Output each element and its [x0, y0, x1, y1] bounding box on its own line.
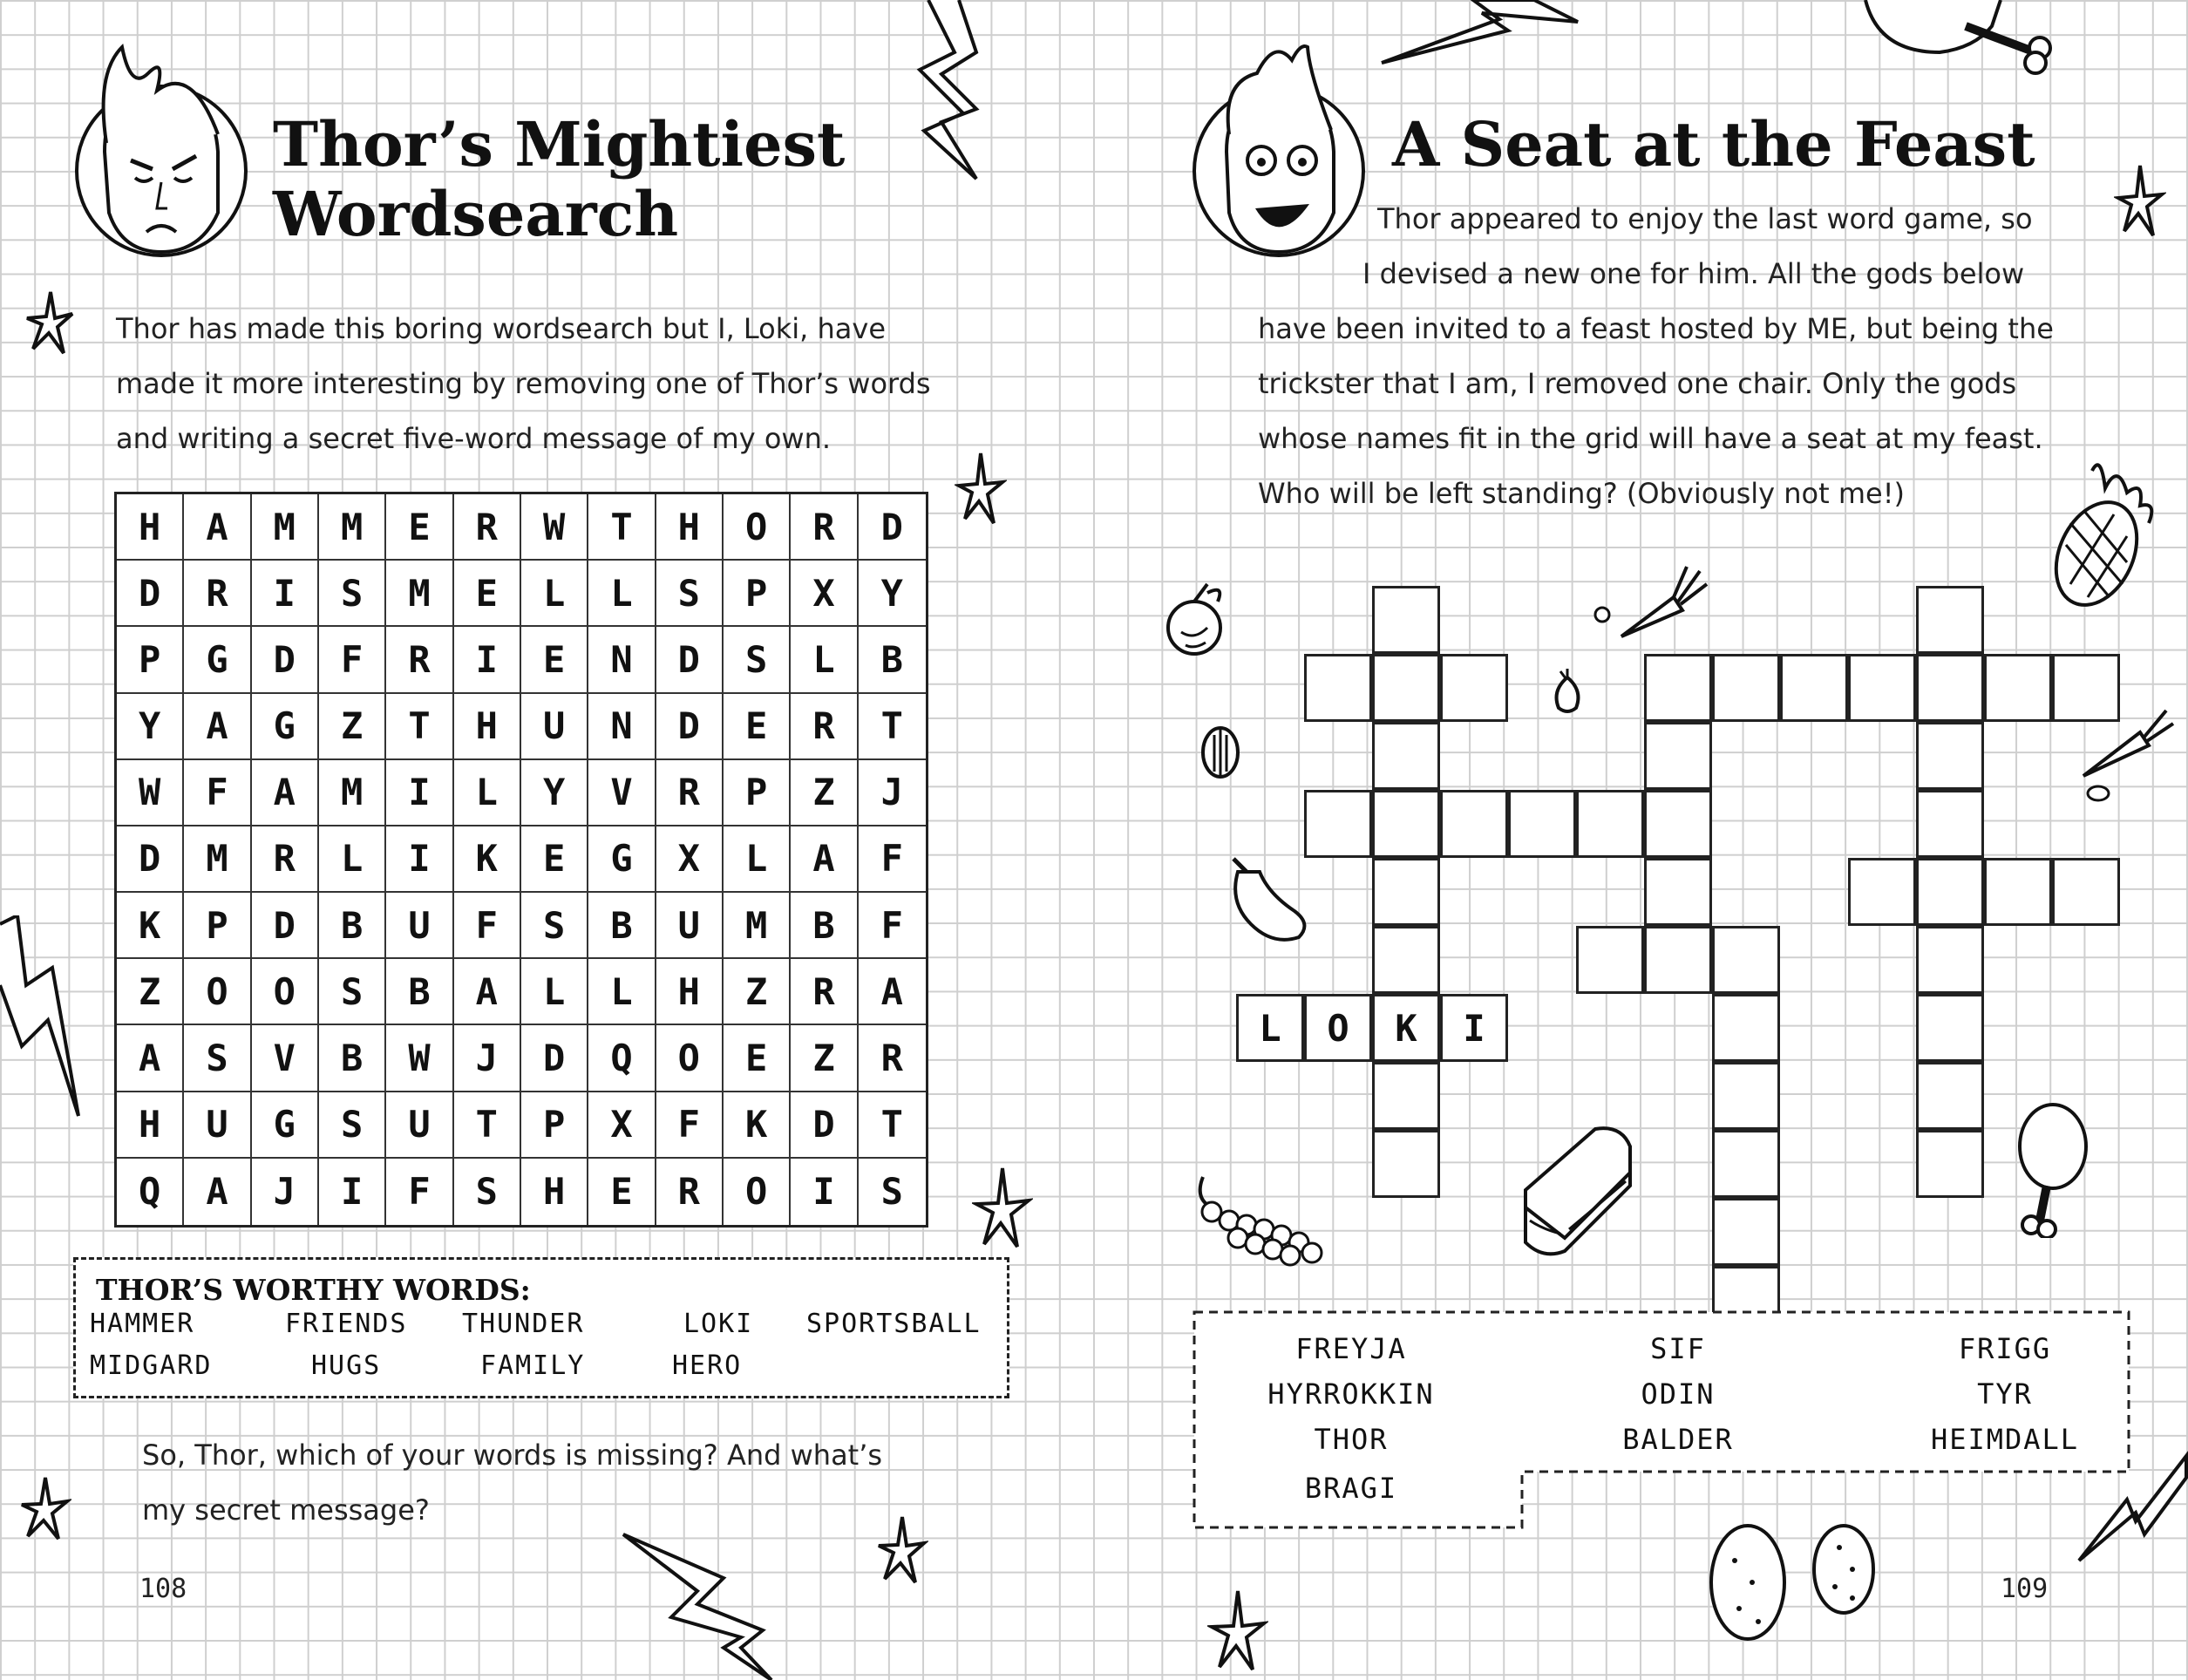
word-item: HERO — [672, 1350, 743, 1381]
grid-cell[interactable]: K — [117, 893, 184, 959]
page-number-left: 108 — [139, 1574, 187, 1604]
star-icon — [876, 1513, 928, 1587]
wordsearch-grid[interactable] — [114, 492, 928, 1228]
grid-cell[interactable]: D — [117, 826, 184, 893]
page-number-right: 109 — [2001, 1574, 2049, 1604]
grid-cell[interactable]: B — [791, 893, 858, 959]
page-title-right: A Seat at the Feast — [1392, 108, 2035, 180]
god-name: BALDER — [1622, 1423, 1734, 1456]
crossword-cell[interactable] — [1304, 654, 1372, 722]
grid-cell[interactable]: M — [319, 494, 386, 561]
grid-cell[interactable]: H — [117, 1092, 184, 1159]
grid-cell[interactable]: B — [319, 893, 386, 959]
grid-cell[interactable]: E — [386, 494, 453, 561]
grid-cell[interactable]: I — [454, 627, 521, 693]
grid-cell[interactable]: R — [656, 760, 724, 826]
crossword-cell[interactable] — [1644, 858, 1712, 926]
word-item: HAMMER — [90, 1309, 195, 1339]
grid-cell[interactable]: E — [724, 694, 791, 760]
grid-cell[interactable]: J — [859, 760, 926, 826]
crossword-cell[interactable] — [1848, 858, 1916, 926]
grid-cell[interactable]: D — [117, 561, 184, 627]
crossword-cell[interactable]: K — [1372, 994, 1440, 1062]
pineapple-icon — [2031, 453, 2162, 615]
crossword-cell[interactable] — [1644, 926, 1712, 994]
grid-cell[interactable]: B — [386, 959, 453, 1025]
grid-cell[interactable]: O — [724, 1159, 791, 1225]
grid-cell[interactable]: J — [252, 1159, 319, 1225]
intro-text: I devised a new one for him. All the gods below — [1362, 257, 2025, 290]
loki-grin-icon — [1187, 38, 1370, 265]
word-item: HUGS — [311, 1350, 382, 1381]
grid-cell[interactable]: Y — [859, 561, 926, 627]
grid-cell[interactable]: U — [521, 694, 588, 760]
grid-cell[interactable]: L — [521, 959, 588, 1025]
crossword-cell[interactable] — [1712, 1198, 1780, 1266]
crossword-cell[interactable] — [2052, 654, 2120, 722]
crossword-cell[interactable] — [1916, 1130, 1984, 1198]
grid-cell[interactable]: R — [454, 494, 521, 561]
crossword-cell[interactable] — [1712, 926, 1780, 994]
grid-cell[interactable]: D — [791, 1092, 858, 1159]
grid-cell[interactable]: S — [319, 561, 386, 627]
grid-cell[interactable]: O — [252, 959, 319, 1025]
grid-cell[interactable]: N — [588, 627, 656, 693]
carrot-icon — [1587, 562, 1709, 641]
crossword-cell[interactable] — [1440, 790, 1508, 858]
grid-cell[interactable]: M — [184, 826, 251, 893]
grid-cell[interactable]: M — [319, 760, 386, 826]
grid-cell[interactable]: V — [588, 760, 656, 826]
crossword-cell[interactable] — [1372, 790, 1440, 858]
god-name: FRIGG — [1958, 1332, 2052, 1365]
crossword-cell[interactable] — [1916, 790, 1984, 858]
grid-cell[interactable]: B — [319, 1025, 386, 1092]
question-text: So, Thor, which of your words is missing? And what’s — [142, 1439, 883, 1472]
word-item: FAMILY — [480, 1350, 586, 1381]
grid-cell[interactable]: L — [319, 826, 386, 893]
grid-cell[interactable]: E — [588, 1159, 656, 1225]
god-name: THOR — [1314, 1423, 1389, 1456]
crossword-cell[interactable] — [1916, 994, 1984, 1062]
grid-cell[interactable]: M — [724, 893, 791, 959]
grid-cell[interactable]: Z — [117, 959, 184, 1025]
star-icon — [19, 1473, 71, 1543]
grid-cell[interactable]: K — [724, 1092, 791, 1159]
crossword-cell[interactable] — [1644, 722, 1712, 790]
grid-cell[interactable]: R — [859, 1025, 926, 1092]
grid-cell[interactable]: A — [252, 760, 319, 826]
star-icon — [1207, 1587, 1268, 1674]
grid-cell[interactable]: S — [724, 627, 791, 693]
grid-cell[interactable]: Y — [117, 694, 184, 760]
grid-cell[interactable]: A — [859, 959, 926, 1025]
grid-cell[interactable]: S — [521, 893, 588, 959]
grid-cell[interactable]: J — [454, 1025, 521, 1092]
intro-text: whose names fit in the grid will have a seat at my feast. — [1258, 422, 2043, 455]
word-item: LOKI — [683, 1309, 754, 1339]
page-title-left: Thor’s Mightiest — [273, 108, 846, 180]
star-icon — [972, 1164, 1033, 1251]
grid-cell[interactable]: Z — [791, 1025, 858, 1092]
intro-text: Thor appeared to enjoy the last word game, so — [1377, 202, 2033, 235]
grid-cell[interactable]: S — [319, 1092, 386, 1159]
lightning-bolt-icon — [1377, 0, 1587, 70]
drumstick-icon — [2005, 1098, 2092, 1238]
grid-cell[interactable]: V — [252, 1025, 319, 1092]
grid-cell[interactable]: U — [656, 893, 724, 959]
grid-cell[interactable]: Z — [791, 760, 858, 826]
grid-cell[interactable]: L — [588, 959, 656, 1025]
grid-cell[interactable]: G — [252, 694, 319, 760]
grid-cell[interactable]: R — [791, 959, 858, 1025]
crossword-cell-filled[interactable]: L — [1236, 994, 1304, 1062]
onion-icon — [1550, 664, 1585, 717]
grid-cell[interactable]: A — [184, 1159, 251, 1225]
grid-cell[interactable]: X — [588, 1092, 656, 1159]
grid-cell[interactable]: E — [521, 826, 588, 893]
crossword-cell[interactable] — [1372, 858, 1440, 926]
crossword-cell[interactable] — [1508, 790, 1576, 858]
grid-cell[interactable]: F — [859, 893, 926, 959]
crossword-cell[interactable] — [1780, 654, 1848, 722]
grid-cell[interactable]: F — [454, 893, 521, 959]
grid-cell[interactable]: I — [386, 826, 453, 893]
grid-cell[interactable]: H — [521, 1159, 588, 1225]
grid-cell[interactable]: D — [656, 694, 724, 760]
grid-cell[interactable]: L — [454, 760, 521, 826]
god-name: HEIMDALL — [1930, 1423, 2080, 1456]
eggplant-icon — [1220, 850, 1316, 950]
crossword-cell[interactable] — [1916, 1062, 1984, 1130]
grid-cell[interactable]: G — [252, 1092, 319, 1159]
star-icon — [2114, 161, 2166, 240]
crossword-cell[interactable] — [1848, 654, 1916, 722]
crossword-cell[interactable] — [1304, 790, 1372, 858]
grid-cell[interactable]: T — [859, 1092, 926, 1159]
grid-cell[interactable]: Q — [117, 1159, 184, 1225]
crossword-cell[interactable] — [1372, 1130, 1440, 1198]
grid-cell[interactable]: I — [386, 760, 453, 826]
god-name: TYR — [1977, 1377, 2033, 1411]
crossword-cell[interactable] — [1372, 722, 1440, 790]
grid-cell[interactable]: X — [791, 561, 858, 627]
crossword-cell[interactable] — [1916, 926, 1984, 994]
grid-cell[interactable]: U — [184, 1092, 251, 1159]
question-text: my secret message? — [142, 1493, 430, 1527]
grid-cell[interactable]: P — [184, 893, 251, 959]
grid-cell[interactable]: Y — [521, 760, 588, 826]
drumstick-icon — [1861, 0, 2062, 96]
star-icon — [24, 288, 77, 357]
intro-text: have been invited to a feast hosted by ME, but being the — [1258, 312, 2054, 345]
crossword-cell[interactable] — [1916, 654, 1984, 722]
intro-text: Thor has made this boring wordsearch but I, Loki, have — [116, 312, 887, 345]
god-name: ODIN — [1641, 1377, 1716, 1411]
grid-cell[interactable]: F — [859, 826, 926, 893]
grid-cell[interactable]: T — [588, 494, 656, 561]
star-icon — [955, 449, 1007, 527]
crossword-cell[interactable] — [1576, 790, 1644, 858]
grid-cell[interactable]: L — [724, 826, 791, 893]
grid-cell[interactable]: F — [656, 1092, 724, 1159]
word-item: MIDGARD — [90, 1350, 213, 1381]
word-list-box — [73, 1257, 1009, 1398]
grid-cell[interactable]: O — [184, 959, 251, 1025]
crossword-cell[interactable] — [1372, 926, 1440, 994]
grid-cell[interactable]: N — [588, 694, 656, 760]
page-title-left-line2: Wordsearch — [273, 178, 679, 250]
crossword-cell[interactable] — [1712, 654, 1780, 722]
grid-cell[interactable]: O — [656, 1025, 724, 1092]
god-name: BRAGI — [1304, 1472, 1398, 1505]
grid-cell[interactable]: D — [859, 494, 926, 561]
lightning-bolt-icon — [894, 0, 989, 183]
grid-cell[interactable]: U — [386, 1092, 453, 1159]
grid-cell[interactable]: U — [386, 893, 453, 959]
crossword-cell[interactable] — [1984, 654, 2052, 722]
crossword-cell[interactable] — [1916, 722, 1984, 790]
grid-cell[interactable]: O — [724, 494, 791, 561]
lightning-bolt-icon — [619, 1526, 776, 1680]
grid-cell[interactable]: R — [791, 694, 858, 760]
grid-cell[interactable]: R — [252, 826, 319, 893]
crossword-cell[interactable] — [1576, 926, 1644, 994]
intro-text: trickster that I am, I removed one chair. Only the gods — [1258, 367, 2017, 400]
grid-cell[interactable]: Q — [588, 1025, 656, 1092]
word-item: THUNDER — [462, 1309, 585, 1339]
grid-cell[interactable]: L — [521, 561, 588, 627]
grid-cell[interactable]: I — [791, 1159, 858, 1225]
grid-cell[interactable]: B — [588, 893, 656, 959]
grid-cell[interactable]: A — [184, 694, 251, 760]
grid-cell[interactable]: R — [386, 627, 453, 693]
grid-cell[interactable]: P — [521, 1092, 588, 1159]
crossword-cell[interactable] — [1712, 1062, 1780, 1130]
god-name: FREYJA — [1295, 1332, 1407, 1365]
grid-cell[interactable]: R — [184, 561, 251, 627]
grid-cell[interactable]: B — [859, 627, 926, 693]
potato-icon — [1704, 1521, 1791, 1643]
grid-cell[interactable]: W — [117, 760, 184, 826]
crossword-cell[interactable] — [2052, 858, 2120, 926]
grid-cell[interactable]: P — [724, 561, 791, 627]
grid-cell[interactable]: Z — [724, 959, 791, 1025]
apple-icon — [1164, 580, 1233, 658]
grid-cell[interactable]: L — [791, 627, 858, 693]
word-item: FRIENDS — [285, 1309, 408, 1339]
grid-cell[interactable]: T — [386, 694, 453, 760]
grid-cell[interactable]: H — [656, 494, 724, 561]
crossword-cell[interactable] — [1916, 586, 1984, 654]
grid-cell[interactable]: S — [184, 1025, 251, 1092]
crossword-cell[interactable] — [1644, 790, 1712, 858]
grid-cell[interactable]: S — [880, 1170, 903, 1214]
intro-text: and writing a secret five-word message of my own. — [116, 422, 832, 455]
grid-cell[interactable]: L — [588, 561, 656, 627]
grid-cell[interactable]: G — [588, 826, 656, 893]
grid-cell[interactable]: F — [319, 627, 386, 693]
grid-cell[interactable]: R — [791, 494, 858, 561]
grid-cell[interactable]: F — [386, 1159, 453, 1225]
crossword-cell[interactable] — [1440, 654, 1508, 722]
grid-cell[interactable]: A — [184, 494, 251, 561]
grid-cell[interactable]: D — [656, 627, 724, 693]
grid-cell[interactable]: S — [454, 1159, 521, 1225]
grid-cell[interactable]: W — [521, 494, 588, 561]
grid-cell[interactable]: M — [386, 561, 453, 627]
potato-icon — [1809, 1521, 1879, 1617]
intro-text: Who will be left standing? (Obviously not me!) — [1258, 477, 1906, 510]
grid-cell[interactable]: H — [454, 694, 521, 760]
grid-cell[interactable]: E — [521, 627, 588, 693]
crossword-cell[interactable] — [1372, 1062, 1440, 1130]
grid-cell[interactable]: P — [117, 627, 184, 693]
grid-cell[interactable]: I — [252, 561, 319, 627]
grid-cell[interactable]: E — [454, 561, 521, 627]
grid-cell[interactable]: X — [656, 826, 724, 893]
god-name: SIF — [1650, 1332, 1706, 1365]
crossword-cell-filled[interactable]: I — [1440, 994, 1508, 1062]
loki-face-icon — [70, 38, 253, 265]
grid-cell[interactable]: I — [319, 1159, 386, 1225]
lightning-bolt-icon — [0, 915, 83, 1125]
crossword-cell[interactable] — [1644, 654, 1712, 722]
grid-cell[interactable]: W — [386, 1025, 453, 1092]
grid-cell[interactable]: E — [724, 1025, 791, 1092]
grapes-icon — [1186, 1173, 1325, 1269]
eggplant-icon — [1199, 719, 1242, 780]
grid-cell[interactable]: S — [656, 561, 724, 627]
crossword-cell[interactable] — [1984, 858, 2052, 926]
grid-cell[interactable]: A — [454, 959, 521, 1025]
crossword-cell[interactable] — [1712, 1130, 1780, 1198]
crossword-cell-filled[interactable]: O — [1304, 994, 1372, 1062]
grid-cell[interactable]: T — [454, 1092, 521, 1159]
grid-cell[interactable]: D — [252, 627, 319, 693]
grid-cell[interactable]: M — [252, 494, 319, 561]
word-item: SPORTSBALL — [806, 1309, 982, 1339]
god-name: HYRROKKIN — [1267, 1377, 1435, 1411]
grid-cell[interactable]: K — [454, 826, 521, 893]
grid-cell[interactable]: P — [724, 760, 791, 826]
grid-cell[interactable]: R — [656, 1159, 724, 1225]
intro-text: made it more interesting by removing one of Thor’s words — [116, 367, 931, 400]
grid-cell[interactable]: S — [319, 959, 386, 1025]
grid-cell[interactable]: Z — [319, 694, 386, 760]
grid-cell[interactable]: H — [117, 494, 184, 561]
grid-cell[interactable]: T — [859, 694, 926, 760]
grid-cell[interactable]: H — [656, 959, 724, 1025]
grid-cell[interactable]: F — [184, 760, 251, 826]
crossword-cell[interactable] — [1712, 994, 1780, 1062]
grid-cell[interactable]: D — [252, 893, 319, 959]
crossword-cell[interactable] — [1372, 654, 1440, 722]
grid-cell[interactable]: A — [117, 1025, 184, 1092]
grid-cell[interactable]: D — [521, 1025, 588, 1092]
word-list-heading: THOR’S WORTHY WORDS: — [96, 1273, 531, 1307]
sandwich-icon — [1508, 1120, 1639, 1264]
grid-cell[interactable]: G — [184, 627, 251, 693]
crossword-cell[interactable] — [1372, 586, 1440, 654]
crossword-cell[interactable] — [1916, 858, 1984, 926]
grid-cell[interactable]: A — [791, 826, 858, 893]
